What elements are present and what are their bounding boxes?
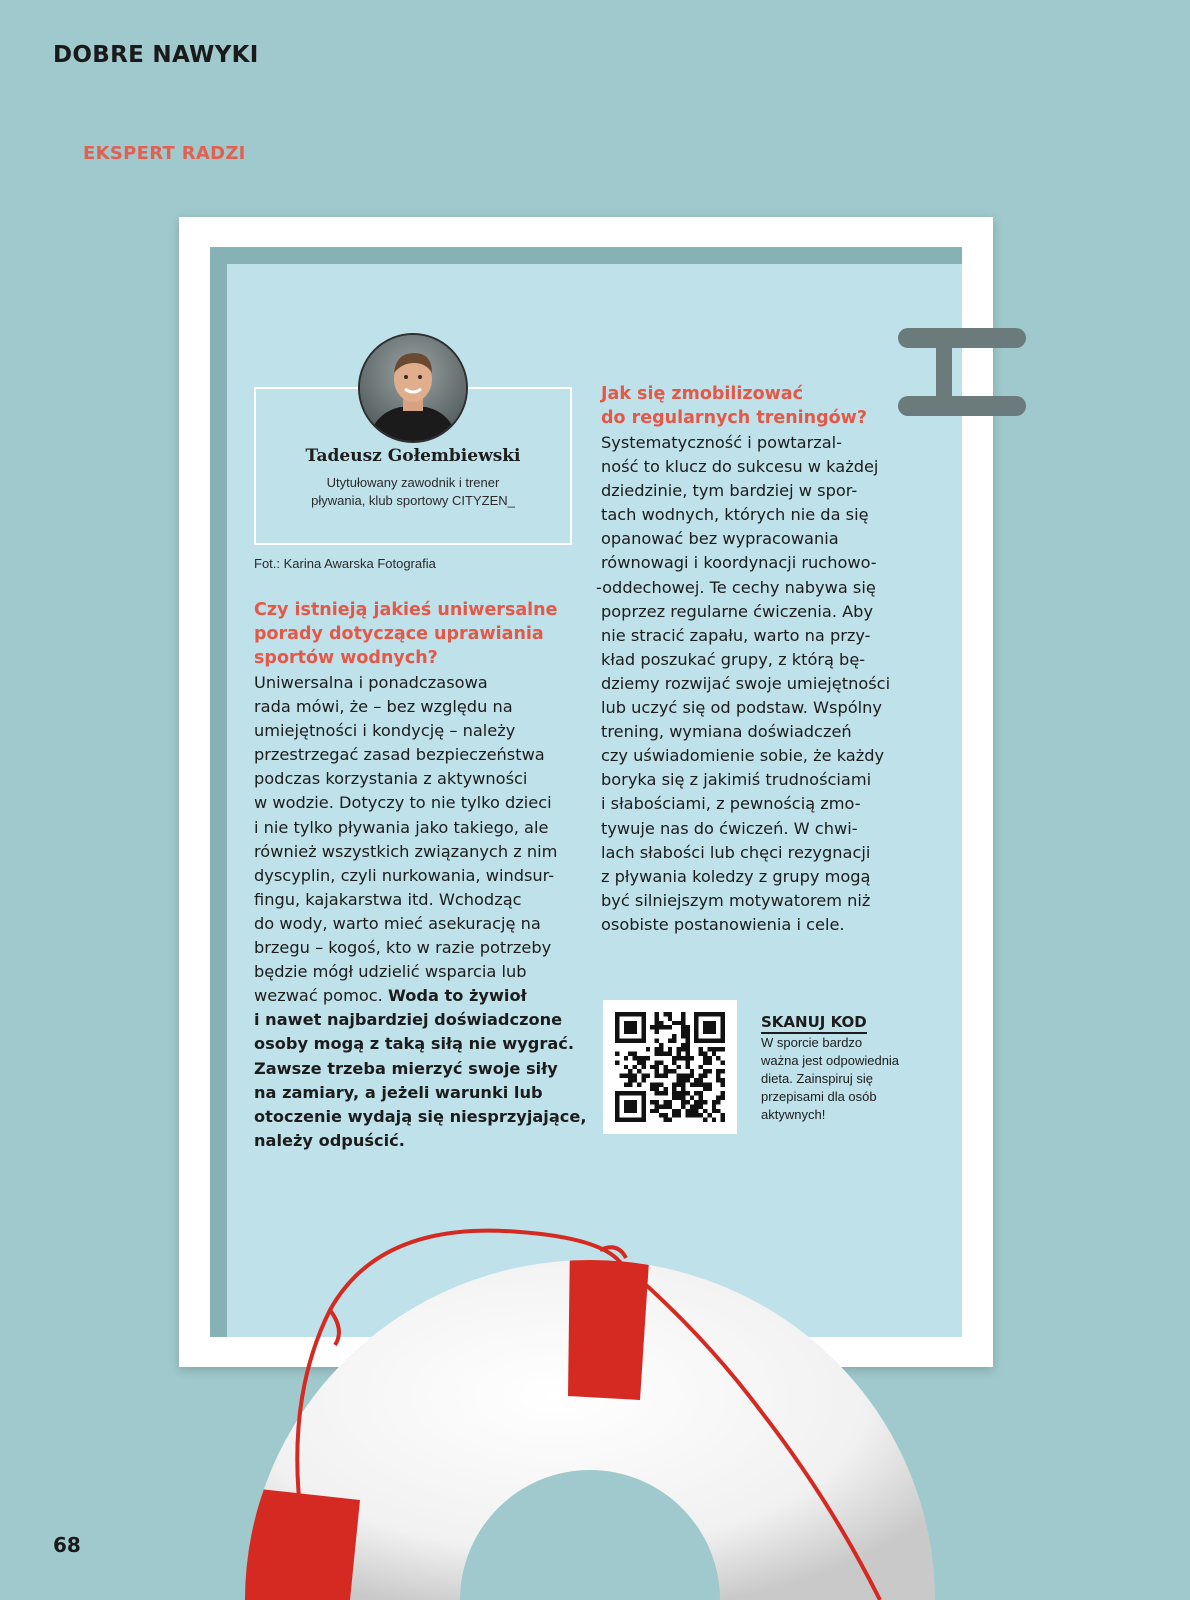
kicker-label: EKSPERT RADZI <box>83 143 246 164</box>
pool-ladder-icon <box>898 328 1028 420</box>
section-title: DOBRE NAWYKI <box>53 42 259 68</box>
expert-name: Tadeusz Gołembiewski <box>305 446 521 466</box>
answer-1-body: Uniwersalna i ponadczasowa rada mówi, że – bez względu na umiejętności i kondycję – należy przestrzegać zasad bezpieczeństwa podczas korzystania z aktywności w wodzie. Dotyczy to nie tylko dzieci i nie tylko pływania jako takiego, ale również wszystkich związanych z nim dyscyplin, czyli nurkowania, windsur- fingu, kajakarstwa itd. Wchodząc do wody, warto mieć asekurację na brzegu – kogoś, kto w razie potrzeby będzie mógł udzielić wsparcia lub wezwać pomoc. Woda to żywioł i nawet najbardziej doświadczone osoby mogą z taką siłą nie wygrać. Zawsze trzeba mierzyć swoje siły na zamiary, a jeżeli warunki lub otoczenie wydają się niesprzyjające, należy odpuścić. <box>254 673 587 1150</box>
answer-2-body: Systematyczność i powtarzal- ność to klucz do sukcesu w każdej dziedzinie, tym bardziej w spor- tach wodnych, których nie da się opanować bez wypracowania równowagi i koordynacji ruchowo- -oddechowej. Te cechy nabywa się poprzez regularne ćwiczenia. Aby nie stracić zapału, warto na przy- kład poszukać grupy, z którą bę- dziemy rozwijać swoje umiejętności lub uczyć się od podstaw. Wspólny trening, wymiana doświadczeń czy uświadomienie sobie, że każdy boryka się z jakimiś trudnościami i słabościami, z pewnością zmo- tywuje nas do ćwiczeń. W chwi- lach słabości lub chęci rezygnacji z pływania koledzy z grupy mogą być silniejszym motywatorem niż osobiste postanowienia i cele. <box>596 433 891 934</box>
photo-credit: Fot.: Karina Awarska Fotografia <box>254 556 436 571</box>
page-number: 68 <box>53 1533 81 1557</box>
lifebuoy <box>0 1140 1190 1600</box>
scan-title: SKANUJ KOD <box>761 1013 867 1034</box>
question-1-title: Czy istnieją jakieś uniwersalne porady dotyczące uprawiania sportów wodnych? <box>254 600 558 668</box>
expert-avatar <box>358 333 468 443</box>
expert-description: Utytułowany zawodnik i trener pływania, klub sportowy CITYZEN_ <box>311 475 515 508</box>
scan-text: W sporcie bardzo ważna jest odpowiednia dieta. Zainspiruj się przepisami dla osób aktywnych! <box>761 1035 900 1122</box>
mixed-line: wezwać pomoc. Woda to żywioł <box>254 986 527 1006</box>
question-2-title: Jak się zmobilizować do regularnych treningów? <box>601 384 868 428</box>
qr-code[interactable] <box>603 1000 737 1134</box>
